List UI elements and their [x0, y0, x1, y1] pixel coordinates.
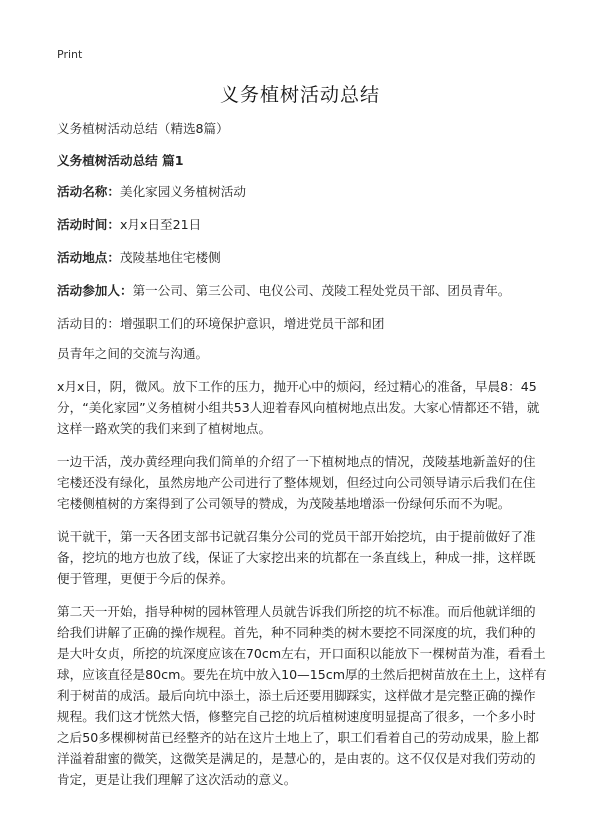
- body-paragraph: 第二天一开始，指导种树的园林管理人员就告诉我们所挖的坑不标准。而后他就详细的给我们讲解了正确的操作规程。首先，种不同种类的树木要挖不同深度的坑，我们种的是大叶女贞，所挖的坑深度应该在70cm左右，开口面积以能放下一棵树苗为准，看看土球，应该直径是80cm。要先在坑中放入10—15cm厚的土然后把树苗放在土上，这样有利于树苗的成活。最后向坑中添土，添土后还要用脚踩实，这样做才是完整正确的操作规程。我们这才恍然大悟，修整完自己挖的坑后植树速度明显提高了很多，一个多小时之后50多棵柳树苗已经整齐的站在这片土地上了，职工们看着自己的劳动成果，脸上都洋溢着甜蜜的微笑，这微笑是满足的，是慧心的，是由衷的。这不仅仅是对我们劳动的肯定，更是让我们理解了这次活动的意义。: [57, 604, 547, 787]
- field-label: 活动名称：: [57, 184, 120, 199]
- field-value: 茂陵基地住宅楼侧: [119, 250, 221, 265]
- page-title: 义务植树活动总结: [219, 84, 380, 106]
- field-label: 活动地点：: [57, 250, 120, 265]
- print-label: Print: [57, 48, 83, 61]
- field-label: 活动时间：: [57, 217, 120, 232]
- document-body: [57, 118, 547, 802]
- field-activity-place: [57, 247, 547, 268]
- field-label: 活动参加人：: [57, 283, 133, 298]
- body-paragraph: 说干就干，第一天各团支部书记就召集分公司的党员干部开始挖坑，由于提前做好了准备，挖坑的地方也放了线，保证了大家挖出来的坑都在一条直线上，种成一排，这样既便于管理，更便于今后的保养。: [57, 529, 536, 586]
- body-paragraph: 一边干活，茂办黄经理向我们简单的介绍了一下植树地点的情况，茂陵基地新盖好的住宅楼还没有绿化，虽然房地产公司进行了整体规划，但经过向公司领导请示后我们在住宅楼侧植树的方案得到了公司领导的赞成，为茂陵基地增添一份绿何乐而不为呢。: [57, 454, 536, 511]
- section-title: 义务植树活动总结 篇1: [57, 153, 184, 168]
- document-subtitle: 义务植树活动总结（精选8篇）: [57, 121, 229, 136]
- purpose-line-1: 活动目的：增强职工们的环境保护意识，增进党员干部和团: [57, 316, 385, 331]
- body-paragraph: x月x日，阴，微风。放下工作的压力，抛开心中的烦闷，经过精心的准备，早晨8：45分，“美化家园”义务植树小组共53人迎着春风向植树地点出发。大家心情都还不错，就这样一路欢笑的我们来到了植树地点。: [57, 379, 540, 436]
- field-value: x月x日至21日: [119, 217, 202, 232]
- field-activity-name: [57, 181, 547, 202]
- field-value: 第一公司、第三公司、电仪公司、茂陵工程处党员干部、团员青年。: [132, 283, 511, 298]
- field-activity-participants: [57, 280, 547, 301]
- field-activity-time: [57, 214, 547, 235]
- purpose-line-2: 员青年之间的交流与沟通。: [57, 346, 209, 361]
- field-value: 美化家园义务植树活动: [119, 184, 246, 199]
